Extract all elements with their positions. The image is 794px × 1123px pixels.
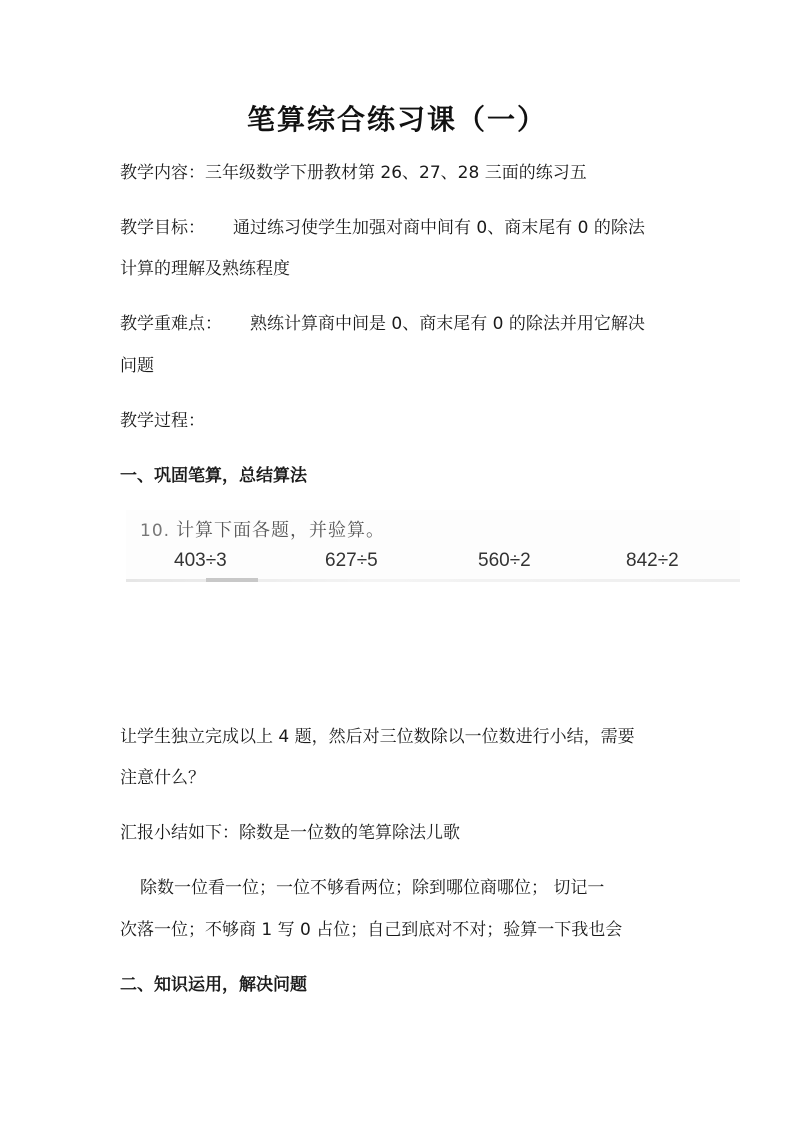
exercise-header <box>140 516 385 542</box>
teaching-goal-continuation: 计算的理解及熟练程度 <box>120 259 290 279</box>
exercise-image <box>126 510 740 582</box>
exercise-number: 10. <box>140 521 171 541</box>
scan-smudge <box>206 578 258 582</box>
difficulty-continuation: 问题 <box>120 356 154 376</box>
report-line: 汇报小结如下：除数是一位数的笔算除法儿歌 <box>120 823 460 843</box>
teaching-content-line: 教学内容：三年级数学下册教材第 26、27、28 三面的练习五 <box>120 163 587 183</box>
process-label: 教学过程： <box>120 411 205 431</box>
exercise-instruction: 计算下面各题，并验算。 <box>176 520 386 541</box>
rhyme-continuation: 次落一位；不够商 1 写 0 占位；自己到底对不对；验算一下我也会 <box>120 920 623 940</box>
document-title: 笔算综合练习课（一） <box>246 103 547 136</box>
goal-label: 教学目标： <box>120 218 205 238</box>
exercise-problem: 842÷2 <box>626 550 679 571</box>
exercise-problem: 403÷3 <box>174 550 227 571</box>
teaching-goal-line <box>120 217 680 239</box>
rhyme-line <box>120 877 680 899</box>
section-1-heading: 一、巩固笔算，总结算法 <box>120 466 307 486</box>
rhyme-text: 除数一位看一位；一位不够看两位；除到哪位商哪位； 切记一 <box>140 878 605 898</box>
exercise-problem: 627÷5 <box>325 550 378 571</box>
difficulty-text: 熟练计算商中间是 0、商末尾有 0 的除法并用它解决 <box>250 314 645 334</box>
exercise-problem: 560÷2 <box>478 550 531 571</box>
summary-line: 让学生独立完成以上 4 题，然后对三位数除以一位数进行小结，需要 <box>120 727 635 747</box>
difficulty-line <box>120 313 680 335</box>
goal-text: 通过练习使学生加强对商中间有 0、商末尾有 0 的除法 <box>233 218 645 238</box>
section-2-heading: 二、知识运用，解决问题 <box>120 975 307 995</box>
difficulty-label: 教学重难点： <box>120 314 222 334</box>
summary-continuation: 注意什么？ <box>120 768 205 788</box>
